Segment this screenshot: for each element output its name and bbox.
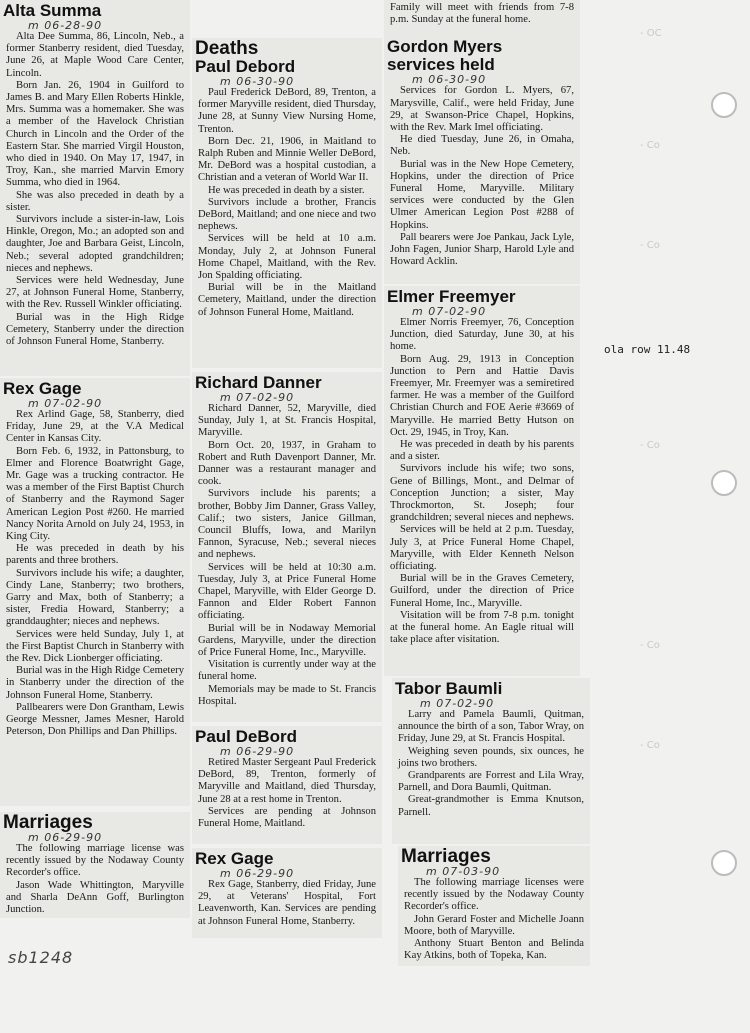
clipping-rex-gage-notice [192, 848, 382, 938]
obituary-paragraph: Memorials may be made to St. Francis Hospital. [198, 683, 376, 707]
obituary-paragraph: Family will meet with friends from 7-8 p.m. Sunday at the funeral home. [390, 2, 574, 26]
clipping-tabor-baumli [392, 678, 590, 844]
obituary-paragraph: Visitation is currently under way at the funeral home. [198, 659, 376, 683]
obituary-paragraph: Survivors include his wife; two sons, Gene of Billings, Mont., and Delmar of Conception Junction; a sister, May Throckmorton, St. Joseph; four grandchildren; several nieces and nephews. [390, 463, 574, 524]
handwritten-date: m 07-02-90 [220, 391, 295, 404]
clipping-marriages [0, 812, 190, 918]
clipping-heading: Gordon Myers services held [387, 37, 503, 75]
clipping-paul-debord-notice [192, 726, 382, 844]
background-bleed-text: - Co [640, 140, 660, 151]
background-bleed-text: - Co [640, 440, 660, 451]
marriage-license-paragraph: The following marriage licenses were recently issued by the Nodaway County Recorder's office. [404, 877, 584, 913]
binder-hole [711, 92, 737, 118]
birth-announcement-paragraph: Larry and Pamela Baumli, Quitman, announce the birth of a son, Tabor Wray, on Friday, June 29, at St. Francis Hospital. [398, 709, 584, 745]
obituary-paragraph: Born Feb. 6, 1932, in Pattonsburg, to Elmer and Florence Boatwright Gage, Mr. Gage was a trucking contractor. He was a member of the First Baptist Church of Stanberry and the Raymond Sager American Legion Post #260. He married Nancy Norita Arnold on July 24, 1953, in King City. [6, 445, 184, 543]
clipping-heading: Marriages [401, 846, 491, 867]
clipping-gordon-myers [384, 0, 580, 284]
obituary-paragraph: Survivors include a sister-in-law, Lois Hinkle, Oregon, Mo.; an adopted son and daughter, Joe and Barbara Geist, Lincoln, Neb.; several adopted grandchildren; nieces and nephews. [6, 214, 184, 274]
obituary-paragraph: Paul Frederick DeBord, 89, Trenton, a former Maryville resident, died Thursday, June 28, at Sunny View Nursing Home, Trenton. [198, 87, 376, 135]
obituary-paragraph: Burial will be in Nodaway Memorial Gardens, Maryville, under the direction of Price Funeral Home, Inc., Maryville. [198, 622, 376, 659]
obituary-paragraph: He was preceded in death by a sister. [208, 184, 365, 196]
birth-announcement-paragraph: Great-grandmother is Emma Knutson, Parnell. [398, 794, 584, 818]
obituary-paragraph: Survivors include his wife; a daughter, Cindy Lane, Stanberry; two brothers, Garry and Max, both of Stanberry; a sister, Fredia Howard, Stanberry; a granddaughter; nieces and nephews. [6, 567, 184, 628]
handwritten-row-note: ola row 11.48 [604, 343, 691, 356]
clipping-paul-debord [192, 38, 382, 368]
marriage-license-paragraph: Anthony Stuart Benton and Belinda Kay Atkins, both of Topeka, Kan. [404, 938, 584, 962]
obituary-paragraph: Services will be held at 2 p.m. Tuesday, July 3, at Price Funeral Home Chapel, Maryville, with Elder Kenneth Nelson officiating. [390, 524, 574, 573]
obituary-paragraph: Visitation will be from 7-8 p.m. tonight at the funeral home. An Eagle ritual will take place after visitation. [390, 609, 574, 646]
clipping-heading: Alta Summa [3, 1, 102, 20]
obituary-paragraph: She was also preceded in death by a sister. [6, 189, 184, 213]
obituary-paragraph: Burial was in the High Ridge Cemetery in Stanberry under the direction of the Johnson Funeral Home, Stanberry. [6, 665, 184, 701]
marriage-license-paragraph: John Gerard Foster and Michelle Joann Moore, both of Maryville. [404, 913, 584, 937]
obituary-paragraph: Born Oct. 20, 1937, in Graham to Robert and Ruth Davenport Danner, Mr. Danner was a restaurant manager and cook. [198, 439, 376, 488]
handwritten-date: m 06-29-90 [28, 831, 103, 844]
obituary-paragraph: Richard Danner, 52, Maryville, died Sunday, July 1, at St. Francis Hospital, Maryville. [198, 403, 376, 439]
birth-announcement-paragraph: Weighing seven pounds, six ounces, he joins two brothers. [398, 745, 584, 769]
obituary-paragraph: Burial was in the New Hope Cemetery, Hopkins, under the direction of Price Funeral Home, Maryville. Military services were conducted by the Glen Ulmer American Legion Post #288 of Hopkins. [390, 158, 574, 231]
handwritten-date: m 07-02-90 [412, 305, 487, 318]
birth-announcement-paragraph: Grandparents are Forrest and Lila Wray, Parnell, and Dora Baumli, Quitman. [398, 770, 584, 794]
obituary-paragraph: Services will be held at 10 a.m. Monday, July 2, at Johnson Funeral Home Chapel, Maitland, with the Rev. Jon Spalding officiating. [198, 233, 376, 282]
obituary-paragraph: Burial will be in the Graves Cemetery, Guilford, under the direction of Price Funeral Home, Inc., Maryville. [390, 573, 574, 609]
obituary-paragraph: Pallbearers were Don Grantham, Lewis George Messner, James Mesner, Harold Peterson, Don Phillips and Dan Phillips. [6, 701, 184, 738]
obituary-paragraph: Elmer Norris Freemyer, 76, Conception Junction, died Saturday, June 30, at his home. [390, 317, 574, 353]
handwritten-date: m 07-03-90 [426, 865, 501, 878]
handwritten-date: m 07-02-90 [420, 697, 495, 710]
binder-hole [711, 470, 737, 496]
clipping-heading: Rex Gage [195, 849, 274, 868]
obituary-paragraph: Pall bearers were Joe Pankau, Jack Lyle, John Fagen, Junior Sharp, Harold Lyle and Howard Acklin. [390, 231, 574, 268]
clipping-heading: Paul Debord [195, 57, 296, 76]
handwritten-date: m 06-29-90 [220, 745, 295, 758]
obituary-paragraph: Services for Gordon L. Myers, 67, Marysville, Calif., were held Friday, June 29, at Swanson-Price Chapel, Hopkins, with the Rev. Mark Imel officiating. [390, 85, 574, 134]
background-bleed-text: - OC [640, 28, 662, 39]
obituary-paragraph: He died Tuesday, June 26, in Omaha, Neb. [390, 134, 574, 158]
clipping-rex-gage [0, 378, 190, 806]
obituary-paragraph: Services were held Wednesday, June 27, at Johnson Funeral Home, Stanberry, with the Rev. Russell Winkler officiating. [6, 275, 184, 311]
obituary-paragraph: Services will be held at 10:30 a.m. Tuesday, July 3, at Price Funeral Home Chapel, Maryville, with Elder George D. Fannon and Elder Robert Fannon officiating. [198, 561, 376, 622]
obituary-paragraph: Survivors include his parents; a brother, Bobby Jim Danner, Grass Valley, Calif.; two sisters, Janice Gillman, Council Bluffs, Iowa, and Marilyn Fannon, Syracuse, Neb.; several nieces and nephews. [198, 488, 376, 561]
clipping-heading: Rex Gage [3, 379, 82, 398]
clipping-elmer-freemyer [384, 286, 580, 676]
obituary-paragraph: Born Jan. 26, 1904 in Guilford to James B. and Mary Ellen Roberts Hinkle, Mrs. Summa was a homemaker. She was a member of the Havelock Christian Church in Lincoln and the Order of the Eastern Star. She married Virgil Houston, who died in 1940. On May 17, 1947, in Troy, Kan., she married Marvin Emory Summa, who died in 1964. [6, 79, 184, 189]
handwritten-date: m 07-02-90 [28, 397, 103, 410]
obituary-paragraph: Rex Gage, Stanberry, died Friday, June 29, at Veterans' Hospital, Fort Leavenworth, Kan. Services are pending at Johnson Funeral Home, Stanberry. [198, 879, 376, 927]
handwritten-date: m 06-30-90 [412, 73, 487, 87]
obituary-paragraph: He was preceded in death by his parents and a sister. [390, 439, 574, 463]
obituary-paragraph: Services are pending at Johnson Funeral Home, Maitland. [198, 805, 376, 830]
clipping-heading: Marriages [3, 812, 93, 833]
obituary-paragraph: He was preceded in death by his parents and three brothers. [6, 543, 184, 567]
handwritten-sheet-id: sb1248 [8, 948, 74, 967]
obituary-paragraph: Born Aug. 29, 1913 in Conception Junction to Pern and Hattie Davis Freemyer, Mr. Freemyer was a semiretired farmer. He was a member of the Guilford Christian Church and FOE Aerie #3669 of Maryville. He married Betty Hutson on Oct. 29, 1945, in Troy, Kan. [390, 353, 574, 438]
binder-hole [711, 850, 737, 876]
obituary-paragraph: Retired Master Sergeant Paul Frederick DeBord, 89, Trenton, formerly of Maryville and Maitland, died Thursday, June 28 at a rest home in Trenton. [198, 757, 376, 805]
obituary-paragraph: Services were held Sunday, July 1, at the First Baptist Church in Stanberry with the Rev. Dick Lionberger officiating. [6, 628, 184, 665]
obituary-paragraph: Survivors include a brother, Francis DeBord, Maitland; and one niece and two nephews. [198, 196, 376, 233]
handwritten-date: m 06-28-90 [28, 19, 103, 32]
handwritten-date: m 06-29-90 [220, 867, 295, 880]
clipping-heading: Richard Danner [195, 373, 322, 392]
obituary-paragraph: Rex Arlind Gage, 58, Stanberry, died Friday, June 29, at the V.A Medical Center in Kansas City. [6, 409, 184, 445]
obituary-paragraph: Burial will be in the Maitland Cemetery, Maitland, under the direction of Johnson Funeral Home, Maitland. [198, 282, 376, 318]
background-bleed-text: - Co [640, 240, 660, 251]
obituary-paragraph: Alta Dee Summa, 86, Lincoln, Neb., a former Stanberry resident, died Tuesday, June 26, at Maple Wood Care Center, Lincoln. [6, 31, 184, 79]
clipping-alta-summa [0, 0, 190, 376]
clipping-marriages-2 [398, 846, 590, 966]
obituary-paragraph: Burial was in the High Ridge Cemetery, Stanberry under the direction of Johnson Funeral Home, Stanberry. [6, 311, 184, 348]
handwritten-date: m 06-30-90 [220, 75, 295, 88]
obituary-paragraph: Born Dec. 21, 1906, in Maitland to Ralph Ruben and Minnie Weller DeBord, Mr. DeBord was a hospital custodian, a Christian and a veteran of World War II. [198, 135, 376, 184]
clipping-richard-danner [192, 372, 382, 722]
clipping-heading: Tabor Baumli [395, 679, 503, 698]
clipping-heading: Elmer Freemyer [387, 287, 516, 306]
background-bleed-text: - Co [640, 740, 660, 751]
marriage-license-paragraph: The following marriage license was recently issued by the Nodaway County Recorder's office. [6, 843, 184, 879]
marriage-license-paragraph: Jason Wade Whittington, Maryville and Sharla DeAnn Goff, Burlington Junction. [6, 879, 184, 916]
clipping-heading: Paul DeBord [195, 727, 298, 746]
background-bleed-text: - Co [640, 640, 660, 651]
section-heading-deaths: Deaths [195, 38, 259, 59]
